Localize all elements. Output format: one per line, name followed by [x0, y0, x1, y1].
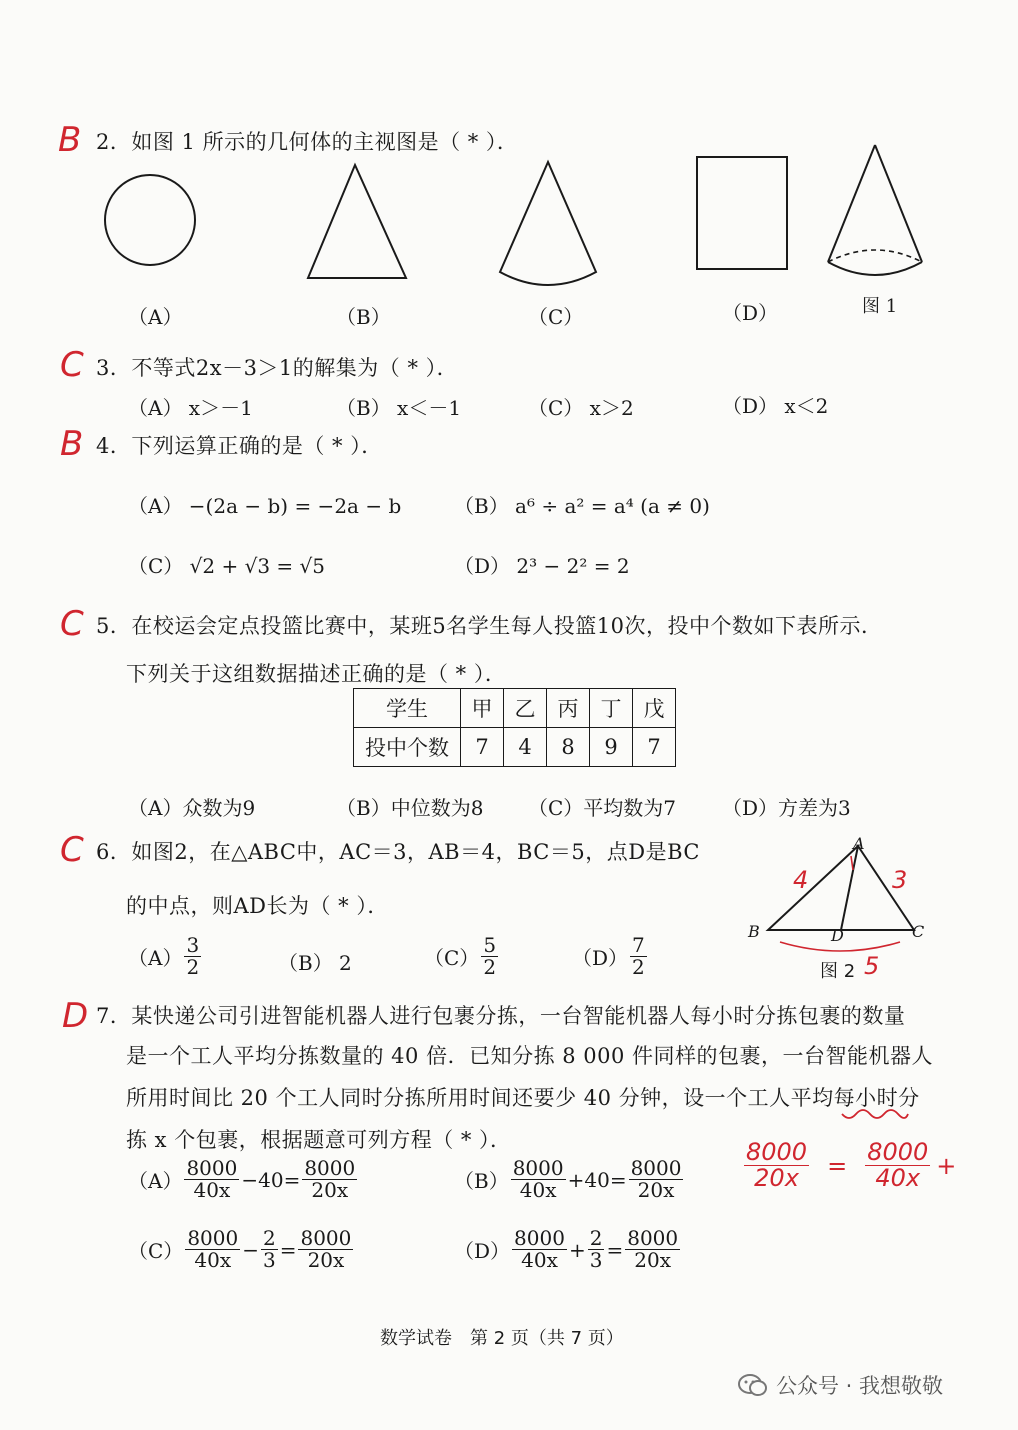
q6-option-a: （A） $\frac{3}{2}$	[128, 933, 200, 979]
wechat-icon	[738, 1372, 768, 1398]
q5-option-c: （C）平均数为7	[528, 796, 677, 820]
q2-option-d: （D）	[722, 301, 779, 325]
handwritten-ac-length: 3	[892, 866, 908, 894]
vertex-b-label: B	[748, 922, 760, 941]
q3-option-a: （A） x＞－1	[128, 396, 253, 420]
handwritten-tick	[851, 856, 853, 870]
handwritten-ab-length: 4	[793, 866, 809, 894]
q2-figures	[90, 140, 950, 290]
q3-option-b: （B） x＜－1	[336, 396, 462, 420]
q2-option-b: （B）	[336, 305, 391, 329]
table-cell: 9	[590, 728, 633, 767]
q4-option-c: （C） √2 + √3 = √5	[128, 554, 326, 578]
table-cell: 投中个数	[354, 728, 461, 767]
q6-option-c: （C） $\frac{5}{2}$	[424, 933, 497, 979]
q7-option-b: （B） $\frac{8000}{40x}$ +40= $\frac{8000}{20x}$	[454, 1156, 682, 1202]
question-5-stem-1: 5．在校运会定点投篮比赛中，某班5名学生每人投篮10次，投中个数如下表所示．	[96, 614, 883, 638]
answer-mark-q7: D	[62, 996, 89, 1036]
q6-option-d: （D） $\frac{7}{2}$	[572, 933, 645, 979]
table-cell: 丙	[547, 689, 590, 728]
handwritten-equation: $\frac{8000}{20x}$ = $\frac{8000}{40x}$ +	[746, 1138, 957, 1193]
q7-option-a: （A） $\frac{8000}{40x}$ −40= $\frac{8000}{20x}$	[128, 1156, 356, 1202]
option-c-cone-view	[500, 162, 596, 285]
table-cell: 甲	[461, 689, 504, 728]
page-footer: 数学试卷 第 2 页（共 7 页）	[380, 1328, 624, 1349]
q6-option-b: （B） 2	[278, 951, 352, 975]
q2-option-c: （C）	[528, 305, 584, 329]
q5-option-d: （D）方差为3	[722, 796, 851, 820]
watermark-text: 公众号 · 我想敬敬	[776, 1374, 944, 1398]
vertex-d-label: D	[831, 926, 844, 945]
q4-option-a: （A） −(2a − b) = −2a − b	[128, 494, 402, 518]
figure-2-label: 图 2	[820, 961, 856, 982]
q7-option-c: （C） $\frac{8000}{40x}$ − $\frac{2}{3}$ = $\frac{8000}{20x}$	[128, 1226, 352, 1272]
q5-option-b: （B）中位数为8	[336, 796, 484, 820]
question-3-stem: 3．不等式2x－3＞1的解集为（ * ）．	[96, 356, 459, 380]
table-cell: 学生	[354, 689, 461, 728]
vertex-c-label: C	[912, 922, 925, 941]
q4-option-b: （B） a⁶ ÷ a² = a⁴ (a ≠ 0)	[454, 494, 710, 518]
figure-1-cone	[828, 145, 922, 275]
q5-data-table	[353, 688, 676, 767]
q5-option-a: （A）众数为9	[128, 796, 256, 820]
answer-mark-q2: B	[58, 120, 82, 160]
table-cell: 4	[504, 728, 547, 767]
table-cell: 丁	[590, 689, 633, 728]
option-d-rectangle	[697, 157, 787, 269]
question-7-line-4: 拣 x 个包裹，根据题意可列方程（ * ）．	[126, 1128, 512, 1152]
table-cell: 7	[461, 728, 504, 767]
question-6-stem-1: 6．如图2，在△ABC中，AC＝3，AB＝4，BC＝5，点D是BC	[96, 840, 700, 864]
answer-mark-q6: C	[60, 830, 84, 870]
handwritten-underline	[840, 1108, 910, 1124]
question-6-stem-2: 的中点，则AD长为（ * ）．	[126, 894, 389, 918]
answer-mark-q5: C	[60, 604, 84, 644]
handwritten-bc-length: 5	[864, 952, 880, 980]
table-cell: 乙	[504, 689, 547, 728]
q3-option-d: （D） x＜2	[722, 394, 829, 418]
table-row	[354, 728, 676, 767]
question-5-stem-2: 下列关于这组数据描述正确的是（ * ）．	[126, 662, 507, 686]
question-2-stem: 2．如图 1 所示的几何体的主视图是（ * ）．	[96, 130, 519, 154]
question-7-line-3: 所用时间比 20 个工人同时分拣所用时间还要少 40 分钟，设一个工人平均每小时分	[126, 1086, 920, 1110]
option-b-triangle	[308, 165, 406, 278]
question-7-line-1: 7．某快递公司引进智能机器人进行包裹分拣，一台智能机器人每小时分拣包裹的数量	[96, 1004, 906, 1028]
figure-1-label: 图 1	[862, 296, 898, 317]
q2-option-a: （A）	[128, 305, 183, 329]
question-4-stem: 4．下列运算正确的是（ * ）．	[96, 434, 383, 458]
q7-option-d: （D） $\frac{8000}{40x}$ + $\frac{2}{3}$ = $\frac{8000}{20x}$	[454, 1226, 679, 1272]
table-cell: 7	[633, 728, 676, 767]
option-a-circle	[105, 175, 195, 265]
q4-option-d: （D） 2³ − 2² = 2	[454, 554, 630, 578]
answer-mark-q4: B	[60, 424, 84, 464]
q3-option-c: （C） x＞2	[528, 396, 634, 420]
table-row	[354, 689, 676, 728]
vertex-a-label: A	[853, 834, 865, 853]
watermark	[738, 1370, 943, 1400]
question-7-line-2: 是一个工人平均分拣数量的 40 倍．已知分拣 8 000 件同样的包裹，一台智能机器人	[126, 1044, 934, 1068]
table-cell: 8	[547, 728, 590, 767]
answer-mark-q3: C	[60, 345, 84, 385]
table-cell: 戊	[633, 689, 676, 728]
